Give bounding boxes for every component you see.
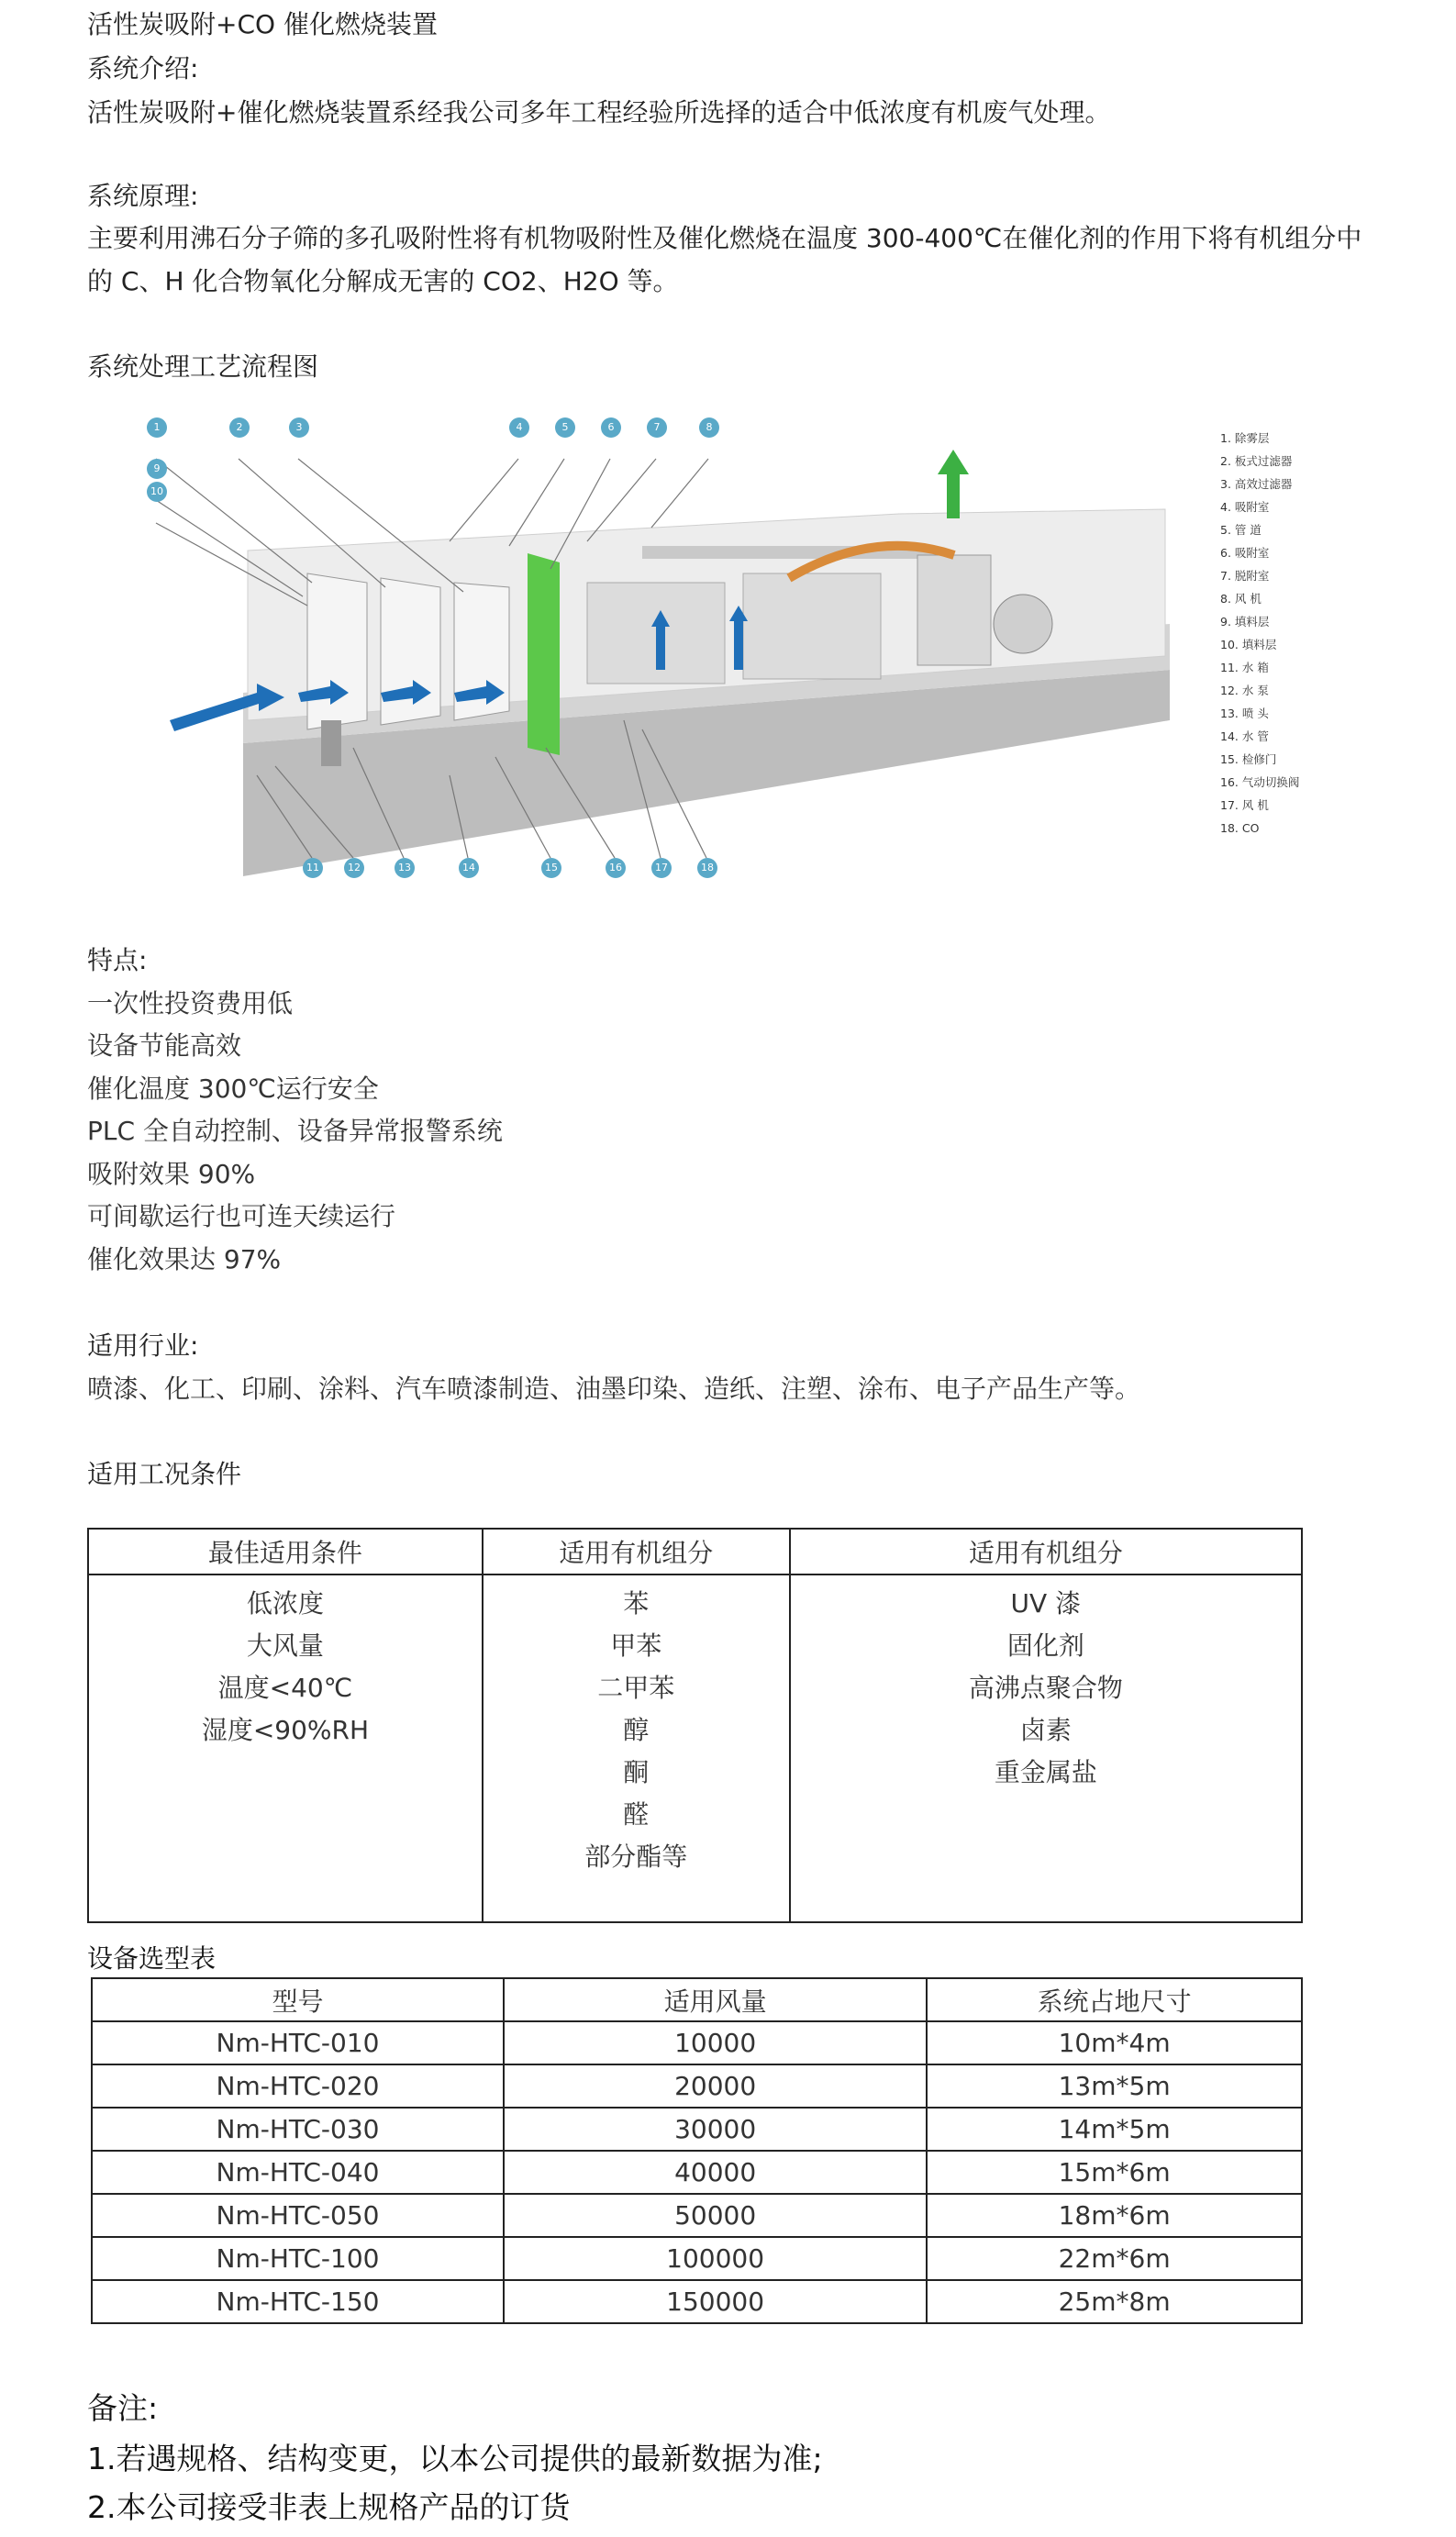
legend-item: 2. 板式过滤器 <box>1220 454 1293 468</box>
model-cell: Nm-HTC-040 <box>92 2151 504 2194</box>
airflow-cell: 10000 <box>504 2021 927 2064</box>
legend-item: 5. 管 道 <box>1220 523 1261 537</box>
feature-item-2: 设备节能高效 <box>87 1030 242 1061</box>
component-value: UV 漆 <box>1010 1588 1082 1619</box>
component-value: 固化剂 <box>1006 1630 1084 1661</box>
callout-7: 7 <box>647 417 667 438</box>
airflow-cell: 30000 <box>504 2108 927 2151</box>
legend-item: 1. 除雾层 <box>1220 431 1270 445</box>
legend-item: 4. 吸附室 <box>1220 500 1270 514</box>
table-row <box>92 2151 1302 2194</box>
conditions-header-2: 适用有机组分 <box>483 1529 790 1574</box>
model-cell: Nm-HTC-020 <box>92 2064 504 2108</box>
principle-line-2: 的 C、H 化合物氧化分解成无害的 CO2、H2O 等。 <box>87 266 679 296</box>
conditions-header-1: 最佳适用条件 <box>88 1529 483 1574</box>
component-value: 醇 <box>623 1715 650 1745</box>
table-row <box>92 2194 1302 2237</box>
note-item-1: 1.若遇规格、结构变更，以本公司提供的最新数据为准; <box>87 2441 823 2476</box>
selection-heading: 设备选型表 <box>87 1943 217 1974</box>
principle-line-1: 主要利用沸石分子筛的多孔吸附性将有机物吸附性及催化燃烧在温度 300-400℃在催化剂的作用下将有机组分中 <box>87 223 1362 253</box>
legend-item: 7. 脱附室 <box>1220 569 1270 583</box>
callout-15: 15 <box>541 858 561 878</box>
callout-11: 11 <box>303 858 323 878</box>
callout-14: 14 <box>459 858 479 878</box>
conditions-heading: 适用工况条件 <box>87 1459 242 1489</box>
table-row <box>92 2064 1302 2108</box>
note-item-2: 2.本公司接受非表上规格产品的订货 <box>87 2489 571 2525</box>
callout-5: 5 <box>555 417 575 438</box>
legend-item: 15. 检修门 <box>1220 752 1277 766</box>
principle-heading: 系统原理: <box>87 181 199 211</box>
notes-heading: 备注: <box>87 2390 159 2426</box>
callout-18: 18 <box>697 858 717 878</box>
legend-item: 17. 风 机 <box>1220 798 1269 812</box>
model-cell: Nm-HTC-050 <box>92 2194 504 2237</box>
table-row <box>92 2021 1302 2064</box>
callout-9: 9 <box>147 459 167 479</box>
legend-item: 14. 水 管 <box>1220 729 1269 743</box>
callout-4: 4 <box>509 417 529 438</box>
selection-header-footprint: 系统占地尺寸 <box>927 1978 1302 2021</box>
footprint-cell: 18m*6m <box>927 2194 1302 2237</box>
component-value: 酮 <box>623 1757 650 1787</box>
component-value: 重金属盐 <box>994 1757 1097 1787</box>
callout-16: 16 <box>606 858 626 878</box>
model-cell: Nm-HTC-030 <box>92 2108 504 2151</box>
legend-item: 9. 填料层 <box>1220 615 1270 629</box>
callout-6: 6 <box>601 417 621 438</box>
flow-heading: 系统处理工艺流程图 <box>87 351 319 382</box>
callout-3: 3 <box>289 417 309 438</box>
legend-item: 13. 喷 头 <box>1220 707 1269 720</box>
page-title: 活性炭吸附+CO 催化燃烧装置 <box>87 9 438 39</box>
fan <box>994 595 1052 653</box>
component-value: 高沸点聚合物 <box>968 1673 1123 1703</box>
footprint-cell: 14m*5m <box>927 2108 1302 2151</box>
condition-value: 温度<40℃ <box>217 1673 353 1703</box>
table-row <box>92 2237 1302 2280</box>
selection-header-airflow: 适用风量 <box>504 1978 927 2021</box>
condition-value: 低浓度 <box>246 1588 324 1619</box>
component-value: 苯 <box>623 1588 650 1619</box>
model-cell: Nm-HTC-150 <box>92 2280 504 2323</box>
industry-text: 喷漆、化工、印刷、涂料、汽车喷漆制造、油墨印染、造纸、注塑、涂布、电子产品生产等。 <box>87 1374 1141 1404</box>
legend-item: 8. 风 机 <box>1220 592 1261 606</box>
selection-table <box>91 1977 1303 2324</box>
water-pump <box>321 720 341 766</box>
callout-13: 13 <box>395 858 415 878</box>
component-value: 甲苯 <box>610 1630 662 1661</box>
component-value: 二甲苯 <box>597 1673 675 1703</box>
model-cell: Nm-HTC-010 <box>92 2021 504 2064</box>
component-value: 醛 <box>623 1799 650 1830</box>
legend-item: 16. 气动切换阀 <box>1220 775 1300 789</box>
conditions-col-2 <box>483 1574 790 1922</box>
callout-10: 10 <box>147 482 167 502</box>
legend-item: 12. 水 泵 <box>1220 684 1269 697</box>
feature-item-7: 催化效果达 97% <box>87 1244 282 1274</box>
condition-value: 大风量 <box>246 1630 324 1661</box>
industry-heading: 适用行业: <box>87 1330 199 1361</box>
callout-2: 2 <box>229 417 250 438</box>
legend-item: 3. 高效过滤器 <box>1220 477 1293 491</box>
callout-17: 17 <box>651 858 672 878</box>
airflow-cell: 40000 <box>504 2151 927 2194</box>
airflow-cell: 100000 <box>504 2237 927 2280</box>
feature-item-6: 可间歇运行也可连天续运行 <box>87 1201 396 1231</box>
co-unit <box>917 555 991 665</box>
green-filter <box>528 553 560 755</box>
callout-8: 8 <box>699 417 719 438</box>
component-value: 卤素 <box>1019 1715 1072 1745</box>
airflow-cell: 50000 <box>504 2194 927 2237</box>
airflow-cell: 150000 <box>504 2280 927 2323</box>
features-heading: 特点: <box>87 945 148 975</box>
feature-item-4: PLC 全自动控制、设备异常报警系统 <box>87 1116 503 1146</box>
feature-item-5: 吸附效果 90% <box>87 1159 256 1189</box>
feature-item-3: 催化温度 300℃运行安全 <box>87 1074 379 1104</box>
legend-item: 18. CO <box>1220 821 1260 835</box>
diagram-svg <box>147 417 1312 895</box>
footprint-cell: 15m*6m <box>927 2151 1302 2194</box>
model-cell: Nm-HTC-100 <box>92 2237 504 2280</box>
conditions-header-3: 适用有机组分 <box>790 1529 1302 1574</box>
callout-12: 12 <box>344 858 364 878</box>
footprint-cell: 22m*6m <box>927 2237 1302 2280</box>
condition-value: 湿度<90%RH <box>201 1715 370 1745</box>
table-row <box>92 2108 1302 2151</box>
footprint-cell: 25m*8m <box>927 2280 1302 2323</box>
adsorption-chamber-b <box>743 573 881 679</box>
feature-item-1: 一次性投资费用低 <box>87 988 294 1018</box>
process-flow-diagram <box>147 417 1312 895</box>
selection-header-model: 型号 <box>92 1978 504 2021</box>
component-value: 部分酯等 <box>584 1842 688 1872</box>
table-row <box>92 2280 1302 2323</box>
exhaust-arrow <box>938 450 969 518</box>
footprint-cell: 10m*4m <box>927 2021 1302 2064</box>
conditions-table <box>87 1528 1303 1923</box>
footprint-cell: 13m*5m <box>927 2064 1302 2108</box>
callout-1: 1 <box>147 417 167 438</box>
conditions-col-3 <box>790 1574 1302 1922</box>
legend-item: 6. 吸附室 <box>1220 546 1270 560</box>
diagram-legend <box>1220 427 1321 840</box>
intro-text: 活性炭吸附+催化燃烧装置系经我公司多年工程经验所选择的适合中低浓度有机废气处理。 <box>87 97 1111 128</box>
airflow-cell: 20000 <box>504 2064 927 2108</box>
legend-item: 11. 水 箱 <box>1220 661 1269 674</box>
conditions-col-1 <box>88 1574 483 1922</box>
legend-item: 10. 填料层 <box>1220 638 1277 651</box>
intro-heading: 系统介绍: <box>87 53 199 83</box>
